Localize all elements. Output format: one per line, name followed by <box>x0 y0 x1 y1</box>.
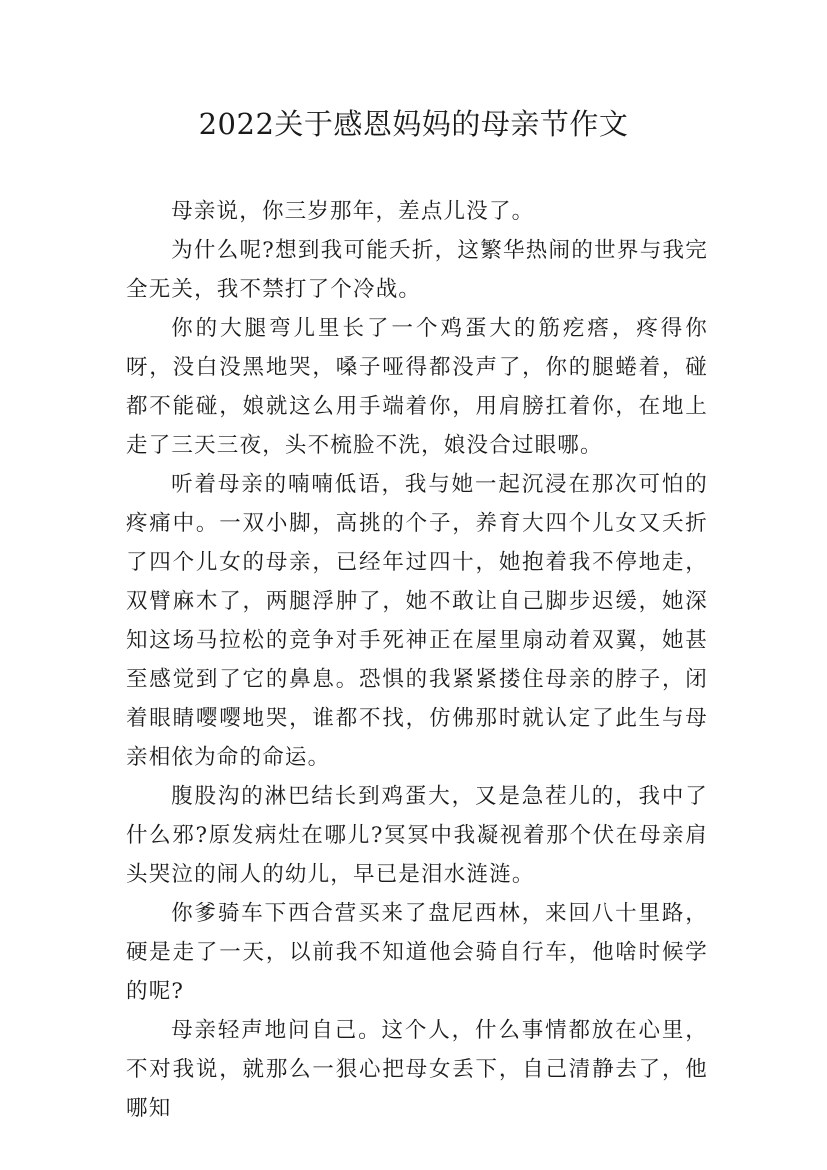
paragraph: 听着母亲的喃喃低语，我与她一起沉浸在那次可怕的疼痛中。一双小脚，高挑的个子，养育大四个儿女又夭折了四个儿女的母亲，已经年过四十，她抱着我不停地走，双臂麻木了，两腿浮肿了，她不敢让自己脚步迟缓，她深知这场马拉松的竞争对手死神正在屋里扇动着双翼，她甚至感觉到了它的鼻息。恐惧的我紧紧搂住母亲的脖子，闭着眼睛嘤嘤地哭，谁都不找，仿佛那时就认定了此生与母亲相依为命的命运。 <box>126 472 708 770</box>
paragraph: 你的大腿弯儿里长了一个鸡蛋大的筋疙瘩，疼得你呀，没白没黑地哭，嗓子哑得都没声了，你的腿蜷着，碰都不能碰，娘就这么用手端着你，用肩膀扛着你，在地上走了三天三夜，头不梳脸不洗，娘没合过眼哪。 <box>126 316 708 458</box>
paragraph: 为什么呢?想到我可能夭折，这繁华热闹的世界与我完全无关，我不禁打了个冷战。 <box>126 238 708 302</box>
paragraph: 母亲轻声地问自己。这个人，什么事情都放在心里，不对我说，就那么一狠心把母女丢下，自己清静去了，他哪知 <box>126 1018 708 1121</box>
paragraph: 你爹骑车下西合营买来了盘尼西林，来回八十里路，硬是走了一天，以前我不知道他会骑自行车，他啥时候学的呢? <box>126 901 708 1004</box>
document-body <box>126 192 708 1128</box>
paragraph: 母亲说，你三岁那年，差点儿没了。 <box>171 199 535 224</box>
paragraph: 腹股沟的淋巴结长到鸡蛋大，又是急茬儿的，我中了什么邪?原发病灶在哪儿?冥冥中我凝视着那个伏在母亲肩头哭泣的闹人的幼儿，早已是泪水涟涟。 <box>126 784 708 887</box>
document-title: 2022关于感恩妈妈的母亲节作文 <box>198 107 629 141</box>
